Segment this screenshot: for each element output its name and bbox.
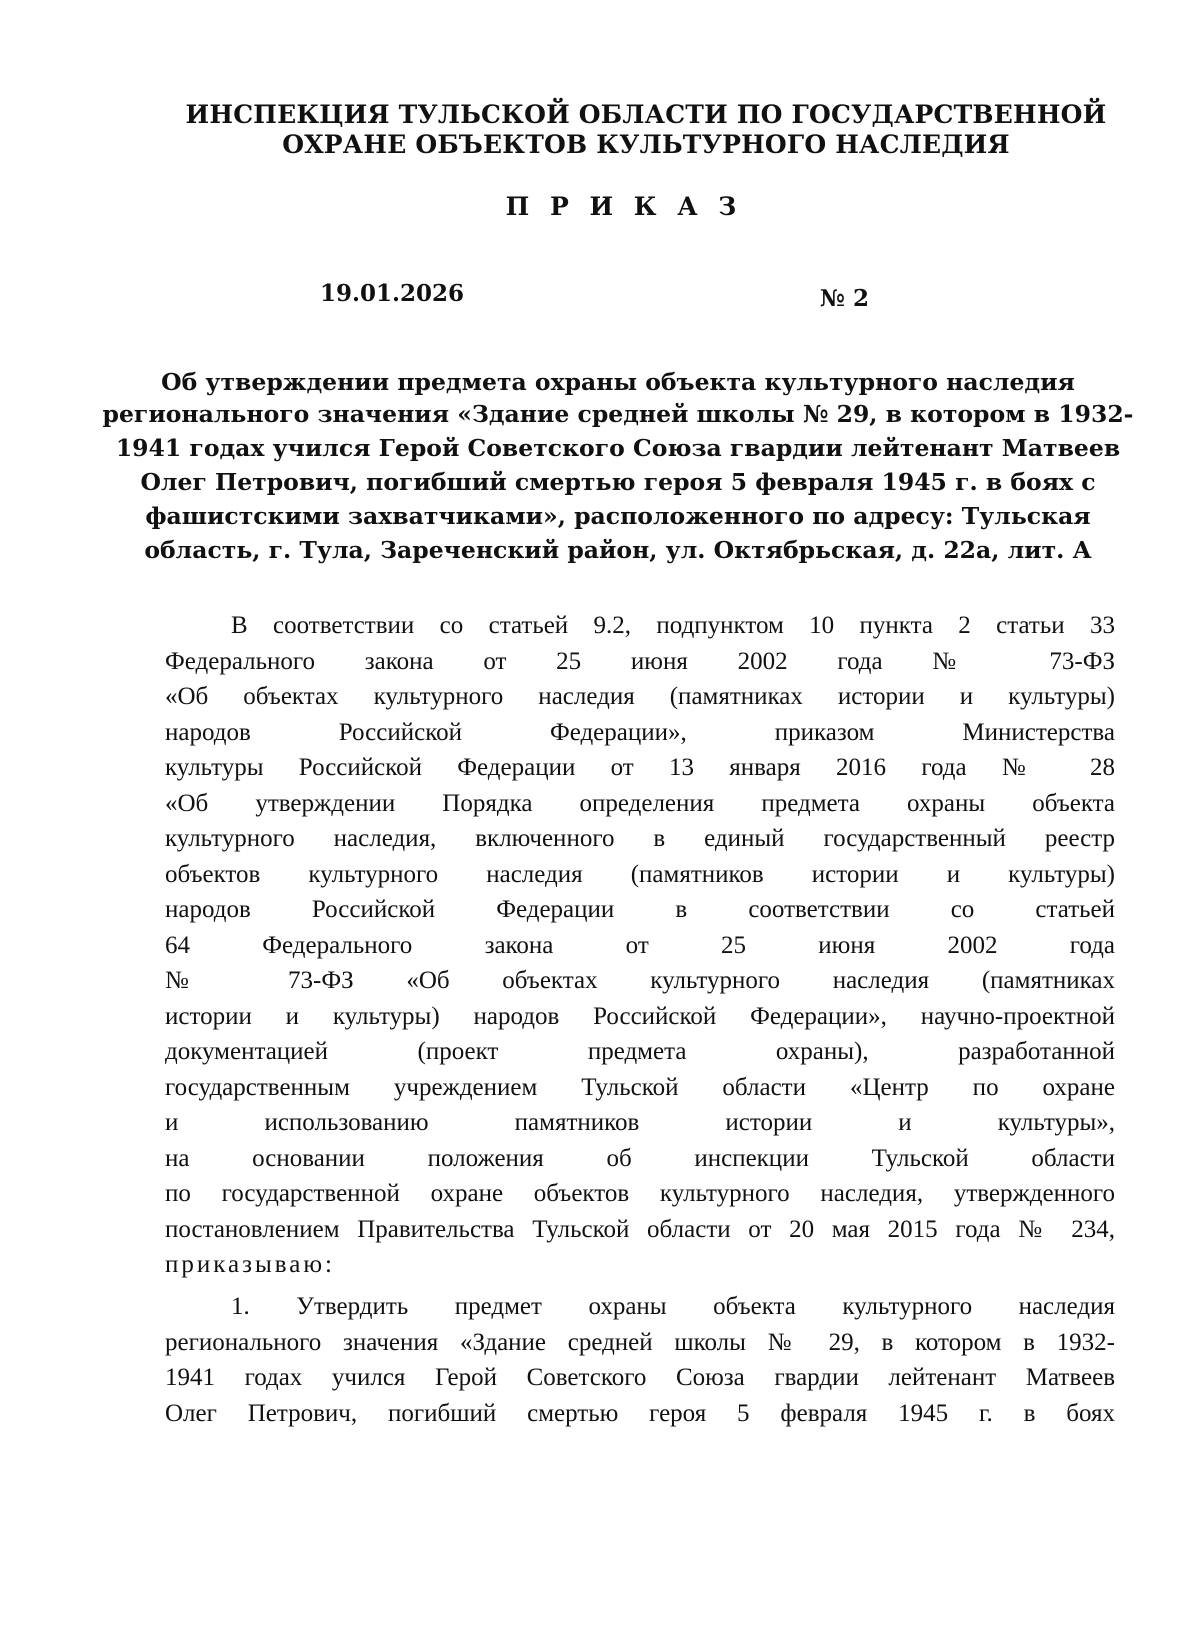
preamble-line: культуры Российской Федерации от 13 января 2016 года № 28 [165,754,1115,781]
item-1-line: регионального значения «Здание средней школы № 29, в котором в 1932- [165,1328,1115,1356]
preamble-line: постановлением Правительства Тульской области от 20 мая 2015 года № 234, [165,1215,1115,1243]
subject-line: 1941 годах учился Герой Советского Союза гвардии лейтенант Матвеев [115,434,1121,462]
subject-line: Олег Петрович, погибший смертью героя 5 февраля 1945 г. в боях с [140,468,1096,496]
subject-line: Об утверждении предмета охраны объекта культурного наследия [161,368,1075,396]
preamble-line: 64 Федерального закона от 25 июня 2002 года [165,931,1115,959]
order-number: № 2 [820,285,870,312]
preamble-line: В соответствии со статьей 9.2, подпунктом 10 пункта 2 статьи 33 [231,612,1115,639]
item-1-line: 1. Утвердить предмет охраны объекта культурного наследия [231,1293,1115,1320]
preamble-line: и использованию памятников истории и культуры», [165,1109,1115,1136]
preamble-line: народов Российской Федерации в соответствии со статьей [165,896,1115,923]
preamble-line: объектов культурного наследия (памятников истории и культуры) [165,860,1115,888]
preamble-line: Федерального закона от 25 июня 2002 года № 73-ФЗ [165,647,1115,675]
preamble-line: «Об объектах культурного наследия (памятниках истории и культуры) [165,683,1115,710]
subject-line: область, г. Тула, Зареченский район, ул. Октябрьская, д. 22а, лит. А [144,536,1092,564]
item-1-line: 1941 годах учился Герой Советского Союза гвардии лейтенант Матвеев [165,1364,1115,1391]
preamble-line: культурного наследия, включенного в единый государственный реестр [165,825,1115,852]
preamble-line: № 73-ФЗ «Об объектах культурного наследия (памятниках [165,967,1115,994]
organization-name-line-1: ИНСПЕКЦИЯ ТУЛЬСКОЙ ОБЛАСТИ ПО ГОСУДАРСТВЕННОЙ [185,100,1107,129]
subject-line: регионального значения «Здание средней школы № 29, в котором в 1932- [102,400,1134,428]
decree-word: приказываю: [165,1251,335,1278]
preamble-line: народов Российской Федерации», приказом Министерства [165,718,1115,746]
organization-name-line-2: ОХРАНЕ ОБЪЕКТОВ КУЛЬТУРНОГО НАСЛЕДИЯ [282,130,1010,159]
preamble-line: на основании положения об инспекции Тульской области [165,1144,1115,1172]
preamble-line: по государственной охране объектов культурного наследия, утвержденного [165,1180,1115,1207]
document-type: П Р И К А З [505,192,743,221]
preamble-line: истории и культуры) народов Российской Федерации», научно-проектной [165,1002,1115,1030]
preamble-line: документацией (проект предмета охраны), разработанной [165,1038,1115,1065]
preamble-line: «Об утверждении Порядка определения предмета охраны объекта [165,789,1115,817]
order-date: 19.01.2026 [320,280,465,307]
subject-line: фашистскими захватчиками», расположенного по адресу: Тульская [145,502,1091,530]
item-1-line: Олег Петрович, погибший смертью героя 5 февраля 1945 г. в боях [165,1399,1115,1427]
preamble-line: государственным учреждением Тульской области «Центр по охране [165,1073,1115,1101]
